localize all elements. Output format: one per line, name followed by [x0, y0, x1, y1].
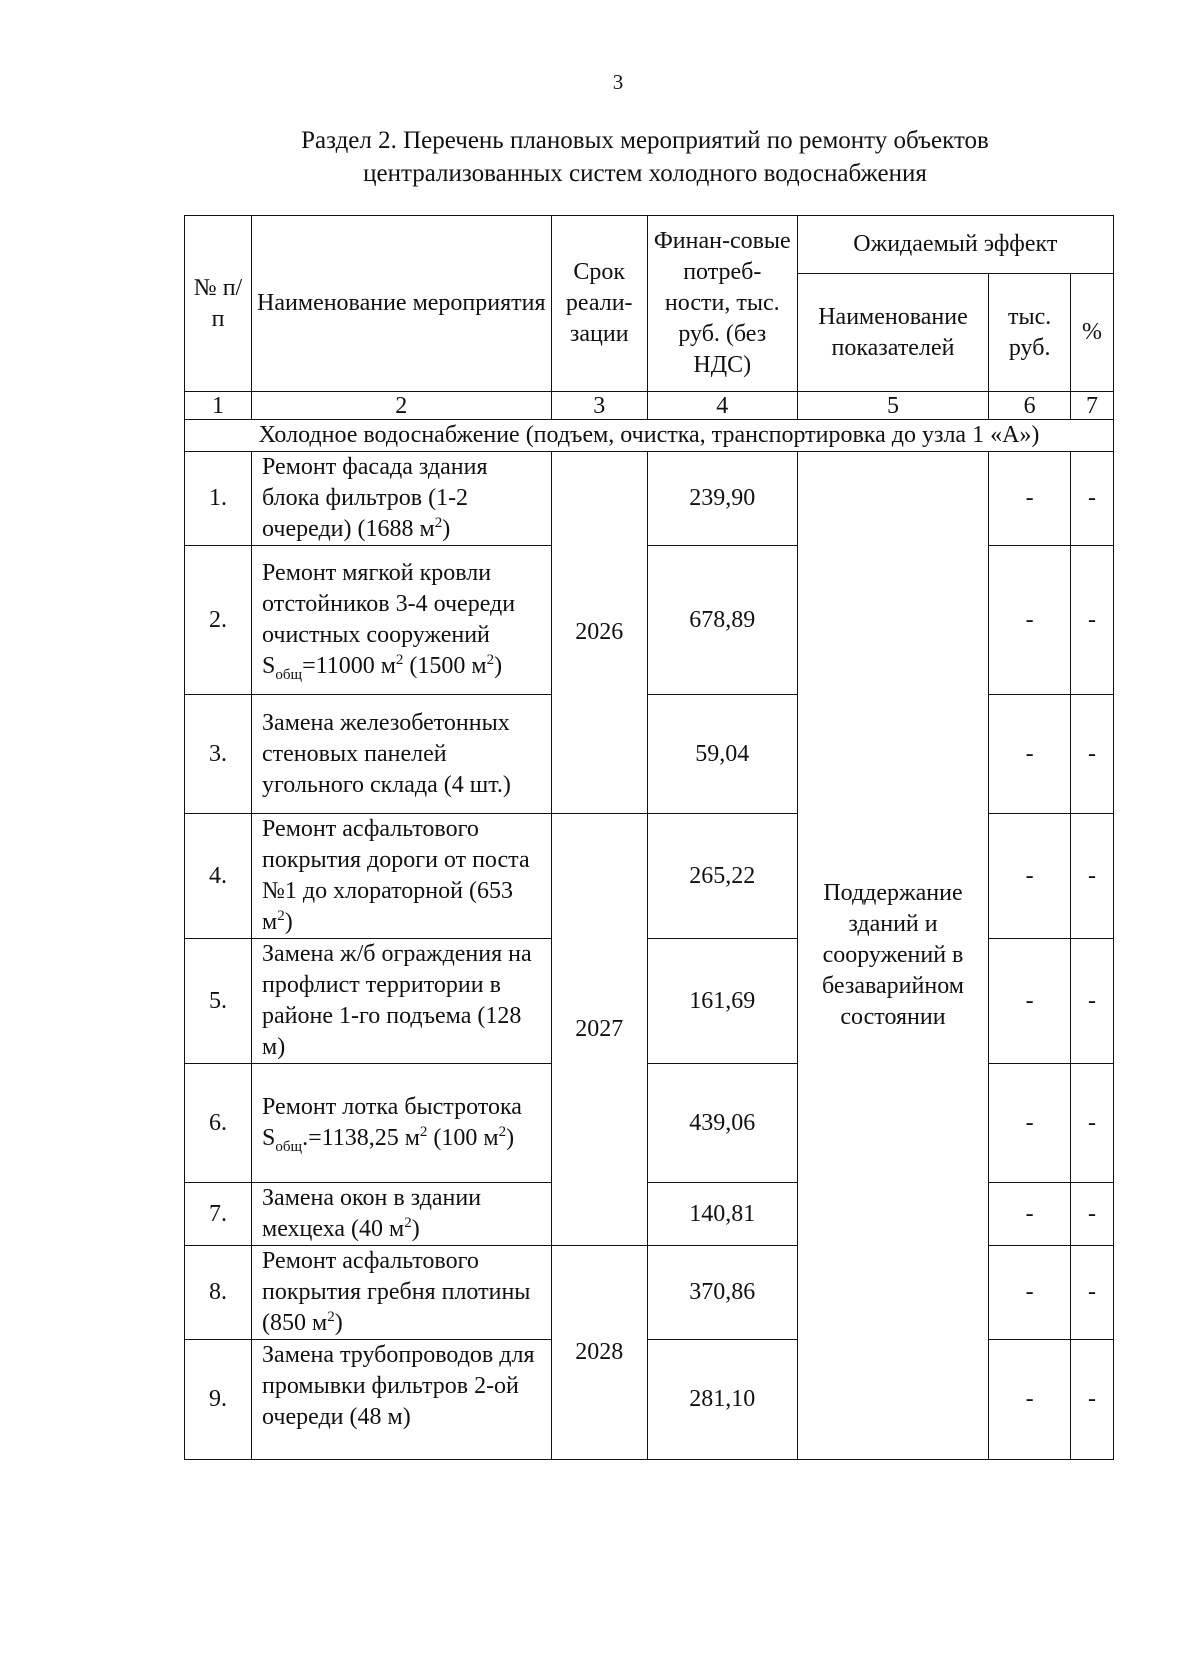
section-row	[185, 420, 1114, 452]
row-name: Ремонт мягкой кровли отстойников 3-4 очереди очистных сооружений $S_{общ}=11000$ $м^2$ (1500 $м^2$)	[252, 546, 552, 695]
row-rub: -	[989, 1246, 1071, 1340]
row-num: 2.	[185, 546, 252, 695]
section-heading	[180, 124, 1110, 190]
row-name: Ремонт фасада здания блока фильтров (1-2 очереди) (1688 $м^2$)	[252, 452, 552, 546]
page-number: 3	[612, 70, 624, 94]
column-number: 2	[252, 392, 552, 420]
row-rub: -	[989, 1064, 1071, 1183]
column-number: 5	[797, 392, 989, 420]
row-num: 7.	[185, 1183, 252, 1246]
header-name: Наименование мероприятия	[252, 216, 552, 392]
row-cost: 281,10	[647, 1340, 797, 1460]
heading-line-1: Раздел 2. Перечень плановых мероприятий по ремонту объектов	[301, 127, 989, 154]
column-number: 3	[551, 392, 647, 420]
row-rub: -	[989, 1340, 1071, 1460]
row-name: Ремонт асфальтового покрытия дороги от поста №1 до хлораторной (653 $м^2$)	[252, 814, 552, 939]
year-cell: 2027	[551, 814, 647, 1246]
section-title: Холодное водоснабжение (подъем, очистка, транспортировка до узла 1 «А»)	[185, 420, 1114, 452]
row-name: Замена окон в здании мехцеха (40 $м^2$)	[252, 1183, 552, 1246]
column-number: 6	[989, 392, 1071, 420]
row-name: Замена ж/б ограждения на профлист территории в районе 1-го подъема (128 м)	[252, 939, 552, 1064]
row-cost: 140,81	[647, 1183, 797, 1246]
row-pct: -	[1071, 1064, 1114, 1183]
row-num: 4.	[185, 814, 252, 939]
row-num: 6.	[185, 1064, 252, 1183]
header-num: № п/п	[185, 216, 252, 392]
row-cost: 678,89	[647, 546, 797, 695]
row-pct: -	[1071, 814, 1114, 939]
row-pct: -	[1071, 546, 1114, 695]
column-number: 7	[1071, 392, 1114, 420]
row-name: Замена трубопроводов для промывки фильтров 2-ой очереди (48 м)	[252, 1340, 552, 1460]
row-cost: 439,06	[647, 1064, 797, 1183]
row-rub: -	[989, 814, 1071, 939]
row-num: 9.	[185, 1340, 252, 1460]
row-cost: 239,90	[647, 452, 797, 546]
row-pct: -	[1071, 1183, 1114, 1246]
header-finance: Финан-совые потреб-ности, тыс. руб. (без НДС)	[647, 216, 797, 392]
plan-table	[184, 215, 1114, 1460]
row-cost: 370,86	[647, 1246, 797, 1340]
header-term: Срок реали-зации	[551, 216, 647, 392]
year-cell: 2026	[551, 452, 647, 814]
row-pct: -	[1071, 695, 1114, 814]
row-pct: -	[1071, 1340, 1114, 1460]
heading-line-2: централизованных систем холодного водоснабжения	[363, 160, 927, 187]
column-number: 4	[647, 392, 797, 420]
row-num: 5.	[185, 939, 252, 1064]
row-num: 1.	[185, 452, 252, 546]
row-name: Ремонт лотка быстротока $S_{общ}.=1138,25$ $м^2$ (100 $м^2$)	[252, 1064, 552, 1183]
column-number-row	[185, 392, 1114, 420]
row-pct: -	[1071, 452, 1114, 546]
row-pct: -	[1071, 939, 1114, 1064]
row-name: Ремонт асфальтового покрытия гребня плотины (850 $м^2$)	[252, 1246, 552, 1340]
row-rub: -	[989, 546, 1071, 695]
row-pct: -	[1071, 1246, 1114, 1340]
header-row-1	[185, 216, 1114, 274]
row-rub: -	[989, 695, 1071, 814]
row-cost: 59,04	[647, 695, 797, 814]
year-cell: 2028	[551, 1246, 647, 1460]
header-percent: %	[1071, 274, 1114, 392]
row-cost: 161,69	[647, 939, 797, 1064]
header-thousand-rub: тыс. руб.	[989, 274, 1071, 392]
row-num: 8.	[185, 1246, 252, 1340]
table-row	[185, 452, 1114, 546]
effect-text: Поддержание зданий и сооружений в безаварийном состоянии	[797, 452, 989, 1460]
column-number: 1	[185, 392, 252, 420]
header-indicators: Наименование показателей	[797, 274, 989, 392]
row-cost: 265,22	[647, 814, 797, 939]
row-name: Замена железобетонных стеновых панелей угольного склада (4 шт.)	[252, 695, 552, 814]
row-num: 3.	[185, 695, 252, 814]
header-effect: Ожидаемый эффект	[797, 216, 1113, 274]
row-rub: -	[989, 1183, 1071, 1246]
row-rub: -	[989, 452, 1071, 546]
row-rub: -	[989, 939, 1071, 1064]
